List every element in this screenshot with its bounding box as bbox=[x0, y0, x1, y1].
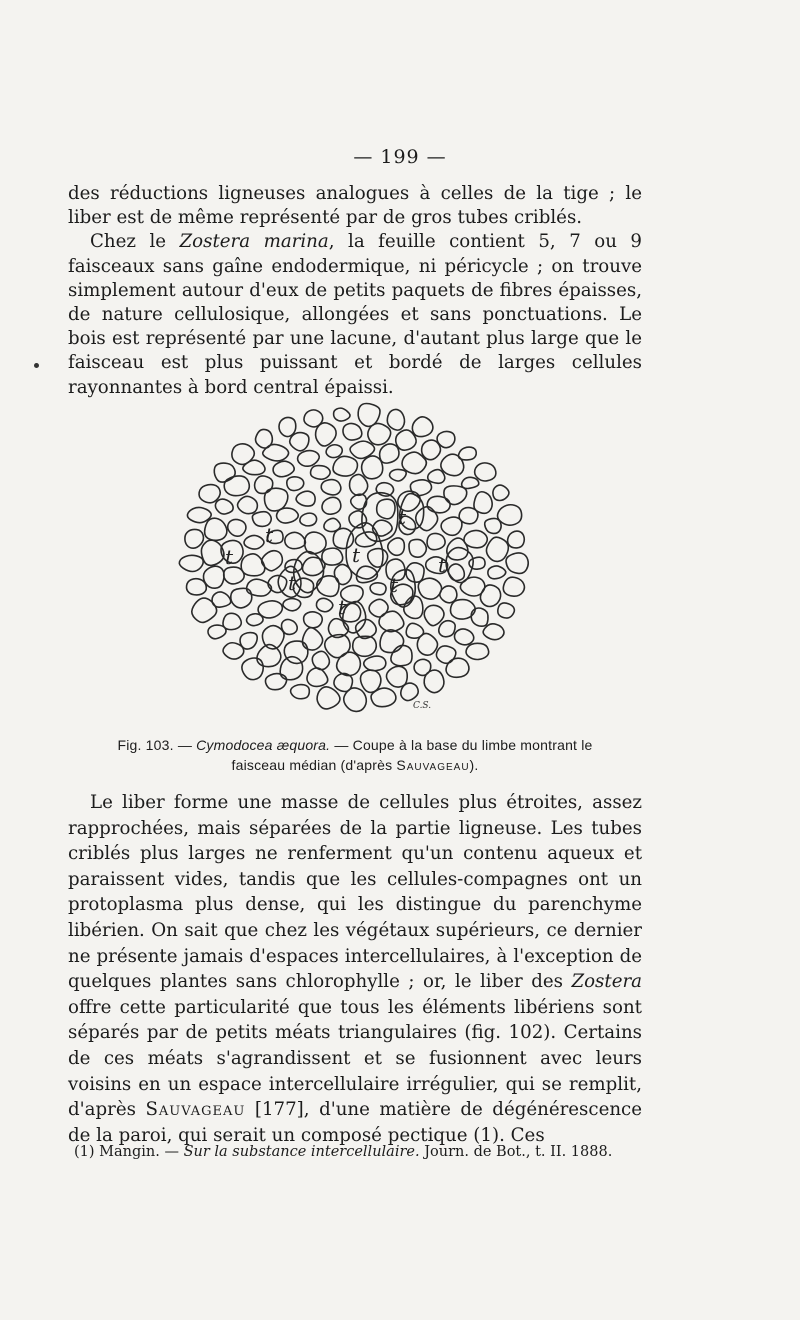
cell bbox=[307, 668, 328, 686]
cell bbox=[377, 499, 395, 519]
footnote-source: Journ. de Bot., t. II. 1888. bbox=[419, 1144, 613, 1160]
cell bbox=[353, 636, 377, 656]
cell bbox=[334, 408, 350, 421]
cell bbox=[380, 630, 404, 653]
caption-dash-2: — bbox=[334, 737, 349, 753]
tube-label: t bbox=[338, 595, 347, 619]
cell bbox=[503, 577, 524, 596]
tube-label: t bbox=[352, 543, 361, 567]
cell bbox=[436, 646, 455, 663]
cell bbox=[186, 579, 206, 595]
cell bbox=[187, 507, 211, 522]
cell bbox=[427, 533, 445, 549]
cell bbox=[357, 566, 378, 582]
tube-label: t bbox=[288, 571, 297, 595]
footnote-title: Sur la substance intercellulaire. bbox=[183, 1144, 420, 1160]
cell bbox=[480, 585, 500, 607]
cell bbox=[179, 555, 203, 571]
cell bbox=[427, 496, 450, 512]
cell bbox=[391, 645, 412, 665]
cell bbox=[386, 666, 407, 687]
cell bbox=[406, 563, 424, 582]
cell bbox=[469, 557, 485, 569]
cell bbox=[302, 628, 322, 650]
cell bbox=[322, 497, 341, 514]
cell bbox=[483, 624, 504, 640]
para2-body: , la feuille contient 5, 7 ou 9 faisceaux sans gaîne endodermique, ni péricycle ; on trouve simplement autour d'eux de petits paquets de fibres épaisses, de nature cellulosique, allongées et sans ponctuations. Le bois est représenté par une lacune, d'autant plus large que le faisceau est plus puissant et bordé de larges cellules rayonnantes à bord central épaissi. bbox=[68, 231, 642, 398]
cell bbox=[324, 518, 341, 531]
cell bbox=[412, 417, 433, 437]
cell bbox=[462, 477, 479, 488]
cell bbox=[256, 429, 273, 448]
cell bbox=[474, 492, 492, 514]
cell bbox=[255, 476, 273, 494]
tube-label: t bbox=[225, 545, 234, 569]
cell bbox=[215, 499, 233, 514]
cell bbox=[350, 474, 368, 495]
cell bbox=[506, 553, 528, 574]
paragraph-continuation bbox=[68, 182, 642, 230]
cell bbox=[223, 643, 244, 659]
cell bbox=[302, 557, 324, 575]
cell bbox=[247, 614, 264, 626]
cell bbox=[312, 651, 329, 669]
paragraph-zostera bbox=[68, 230, 642, 399]
cell bbox=[244, 535, 264, 549]
caption-text-2b: ). bbox=[469, 757, 479, 773]
para3-part2: offre cette particularité que tous les éléments libériens sont séparés par de petits méats triangulaires (fig. 102). Certains de ces méats s'agrandissent et se fusionnent avec leurs voisins en un espace intercellulaire irrégulier, qui se remplit, d'après bbox=[68, 996, 642, 1121]
footnote bbox=[74, 1142, 654, 1162]
cell bbox=[475, 463, 496, 481]
cell bbox=[238, 496, 258, 513]
cell bbox=[296, 491, 315, 506]
cell bbox=[208, 625, 226, 639]
cell bbox=[454, 629, 473, 645]
cell bbox=[333, 456, 357, 476]
caption-author: Sauvageau bbox=[396, 757, 470, 773]
upper-text bbox=[68, 182, 642, 400]
cell bbox=[337, 652, 361, 675]
cell bbox=[488, 566, 506, 579]
cell bbox=[424, 670, 444, 693]
cell bbox=[316, 423, 337, 446]
author-sauvageau: Sauvageau bbox=[145, 1099, 246, 1121]
cell bbox=[409, 539, 426, 557]
caption-line-2 bbox=[68, 755, 642, 775]
cell bbox=[371, 688, 396, 707]
cell bbox=[343, 423, 362, 440]
cell bbox=[508, 531, 525, 548]
cell bbox=[448, 564, 464, 581]
cell bbox=[287, 477, 304, 491]
illustrator-signature: C.S. bbox=[413, 701, 432, 711]
cell bbox=[373, 520, 392, 536]
cell bbox=[316, 598, 332, 611]
cell bbox=[344, 688, 367, 711]
cell bbox=[305, 532, 327, 554]
cell bbox=[464, 530, 487, 547]
cell bbox=[440, 586, 457, 603]
cell bbox=[298, 451, 320, 467]
para3-part1: Le liber forme une masse de cellules plus étroites, assez rapprochées, mais séparées de la partie ligneuse. Les tubes criblés plus larges ne renferment qu'un contenu aqueux et paraissent vides, tandis que les cellules-compagnes ont un protoplasma plus dense, qui les distingue du parenchyme libérien. On sait que chez les végétaux supérieurs, ce dernier ne présente jamais d'espaces intercellulaires, à l'exception de quelques plantes sans chlorophylle ; or, le liber des bbox=[68, 792, 642, 993]
cell bbox=[441, 454, 464, 476]
cell bbox=[214, 463, 235, 482]
footnote-marker: (1) Mangin. — bbox=[74, 1144, 184, 1160]
cell bbox=[231, 588, 252, 608]
figure-vascular-bundle bbox=[150, 392, 560, 732]
tube-label: t bbox=[265, 523, 274, 547]
caption-fig-label: Fig. 103. bbox=[117, 737, 174, 753]
para1-line2: de même représenté par de gros tubes criblés. bbox=[149, 207, 583, 229]
cell bbox=[300, 513, 317, 526]
cell bbox=[388, 538, 405, 555]
tube-label: t bbox=[390, 573, 399, 597]
cell bbox=[368, 549, 388, 568]
cell bbox=[311, 466, 331, 480]
caption-dash: — bbox=[177, 737, 193, 753]
cell bbox=[387, 409, 404, 430]
cell bbox=[317, 687, 340, 709]
cell bbox=[280, 657, 302, 680]
caption-text-2a: faisceau médian (d'après bbox=[231, 757, 397, 773]
cell bbox=[243, 460, 265, 474]
cell bbox=[498, 603, 515, 618]
cross-section-drawing bbox=[150, 392, 560, 732]
sieve-tube bbox=[343, 602, 366, 633]
cell bbox=[242, 658, 263, 680]
cell bbox=[199, 485, 220, 503]
cell bbox=[291, 685, 310, 699]
cell bbox=[185, 529, 204, 548]
cell bbox=[228, 519, 246, 536]
cell bbox=[321, 480, 341, 495]
caption-line-1 bbox=[68, 735, 642, 755]
caption-text-1: Coupe à la base du limbe montrant le bbox=[352, 737, 593, 753]
cell bbox=[471, 608, 488, 626]
cell bbox=[380, 444, 399, 463]
cell bbox=[265, 674, 286, 690]
cell bbox=[370, 583, 386, 595]
para2-intro: Chez le bbox=[90, 231, 180, 253]
cell bbox=[401, 683, 418, 701]
cell bbox=[486, 537, 508, 561]
cell bbox=[428, 470, 445, 484]
species-name-2: Zostera bbox=[571, 971, 642, 993]
cell bbox=[390, 469, 407, 481]
figure-caption bbox=[68, 735, 642, 775]
cell bbox=[441, 517, 462, 535]
cell bbox=[192, 598, 217, 622]
cell bbox=[417, 633, 437, 655]
paragraph-liber bbox=[68, 790, 642, 1148]
species-name: Zostera marina bbox=[179, 231, 329, 253]
cell bbox=[284, 641, 308, 663]
cell bbox=[304, 410, 323, 427]
tube-label: t bbox=[398, 505, 407, 529]
cell bbox=[424, 605, 444, 625]
margin-dot bbox=[34, 363, 39, 368]
cell bbox=[439, 621, 455, 637]
cell bbox=[224, 567, 245, 584]
cell bbox=[466, 643, 489, 659]
page-number: — 199 — bbox=[353, 146, 447, 168]
cell bbox=[304, 612, 323, 628]
cell bbox=[273, 461, 294, 477]
cell bbox=[362, 456, 383, 479]
cell bbox=[369, 599, 388, 617]
cell bbox=[437, 431, 455, 447]
cell bbox=[241, 554, 265, 576]
para1-line1: des réductions ligneuses analogues à celles de la tige ; le liber est bbox=[68, 183, 642, 229]
cell bbox=[283, 599, 301, 611]
cell bbox=[263, 444, 289, 460]
cell bbox=[279, 417, 296, 436]
cell bbox=[498, 505, 522, 525]
cell bbox=[223, 613, 241, 629]
lower-text bbox=[68, 790, 642, 1148]
cell bbox=[364, 656, 386, 671]
cell bbox=[224, 476, 249, 496]
cell bbox=[418, 578, 441, 599]
para3-part3: [177], d'une matière de dégénérescence de la paroi, qui serait un composé pectique (1). Ces bbox=[68, 1099, 642, 1146]
cell bbox=[379, 611, 404, 631]
cell bbox=[285, 532, 306, 548]
cell bbox=[493, 485, 509, 500]
cell bbox=[205, 518, 227, 540]
cell bbox=[446, 658, 469, 677]
cell bbox=[444, 486, 467, 505]
cell bbox=[326, 445, 342, 458]
caption-species: Cymodocea æquora. bbox=[196, 737, 331, 753]
tube-label: t bbox=[438, 553, 447, 577]
cell bbox=[410, 480, 431, 496]
